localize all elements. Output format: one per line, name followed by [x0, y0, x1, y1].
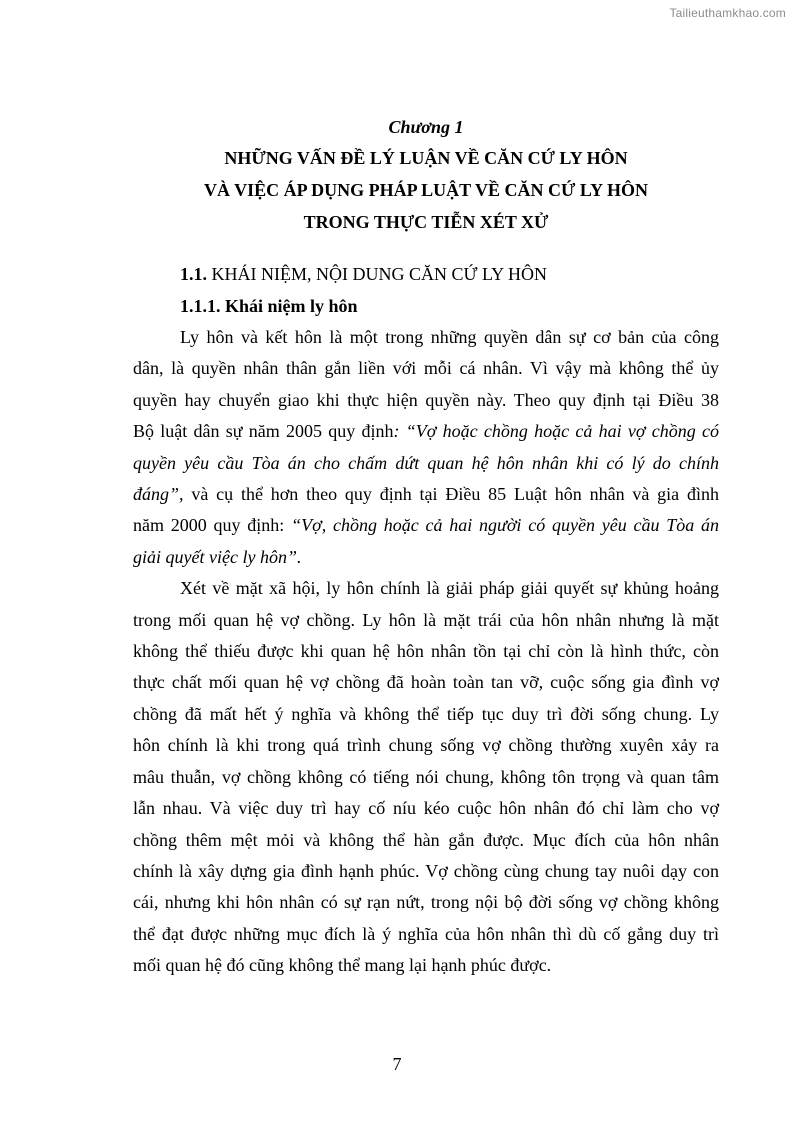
- paragraph-line: chồng thêm mệt mỏi và không thể hàn gắn được. Mục đích của hôn nhân: [133, 829, 719, 850]
- chapter-title-line: NHỮNG VẤN ĐỀ LÝ LUẬN VỀ CĂN CỨ LY HÔN: [224, 148, 628, 168]
- section-number: 1.1.: [180, 264, 207, 284]
- quote-run: đáng”,: [133, 484, 184, 505]
- paragraph-line: [133, 542, 719, 573]
- paragraph-line: [133, 448, 719, 479]
- chapter-title: [133, 142, 719, 238]
- text-run: và cụ thể hơn theo quy định tại Điều 85 Luật hôn nhân và gia đình: [183, 484, 719, 505]
- text-run: Bộ luật dân sự năm 2005 quy định: [133, 421, 394, 442]
- paragraph-line: trong mối quan hệ vợ chồng. Ly hôn là mặt trái của hôn nhân nhưng là mặt: [133, 609, 719, 630]
- paragraph-line: lẫn nhau. Và việc duy trì hay cố níu kéo cuộc hôn nhân đó chỉ làm cho vợ: [133, 798, 719, 819]
- quote-run: “Vợ, chồng hoặc cả hai người có quyền yêu cầu Tòa án: [291, 515, 719, 536]
- paragraph-line: [133, 479, 719, 510]
- paragraph-line: [133, 510, 719, 541]
- paragraph-line: cái, nhưng khi hôn nhân có sự rạn nứt, trong nội bộ đời sống vợ chồng không: [133, 892, 719, 913]
- section-title: KHÁI NIỆM, NỘI DUNG CĂN CỨ LY HÔN: [207, 264, 547, 284]
- paragraph-line: mối quan hệ đó cũng không thể mang lại hạnh phúc được.: [133, 955, 552, 976]
- quote-run: : “Vợ hoặc chồng hoặc cả hai vợ chồng có: [393, 421, 719, 442]
- quote-run: quyền yêu cầu Tòa án cho chấm dứt quan hệ hôn nhân khi có lý do chính: [133, 452, 719, 473]
- paragraph-line: hôn chính là khi trong quá trình chung sống vợ chồng thường xuyên xảy ra: [133, 735, 719, 756]
- paragraph-line: chồng đã mất hết ý nghĩa và không thể tiếp tục duy trì đời sống chung. Ly: [133, 703, 719, 724]
- paragraph-line: không thể thiếu được khi quan hệ hôn nhân tồn tại chỉ còn là hình thức, còn: [133, 641, 719, 662]
- chapter-label: Chương 1: [388, 117, 464, 137]
- paragraph-1: [133, 322, 719, 573]
- subsection-heading: 1.1.1. Khái niệm ly hôn: [180, 296, 358, 316]
- quote-run: giải quyết việc ly hôn”.: [133, 546, 302, 567]
- paragraph-line: quyền hay chuyển giao khi thực hiện quyền này. Theo quy định tại Điều 38: [133, 389, 719, 410]
- watermark: Tailieuthamkhao.com: [669, 6, 786, 20]
- paragraph-line: thể đạt được những mục đích là ý nghĩa của hôn nhân thì dù cố gắng duy trì: [133, 923, 719, 944]
- page-number: 7: [392, 1054, 402, 1074]
- paragraph-line: mâu thuẫn, vợ chồng không có tiếng nói chung, không tôn trọng và quan tâm: [133, 766, 719, 787]
- paragraph-line: [133, 416, 719, 447]
- document-page: [133, 112, 719, 982]
- paragraph-line: Ly hôn và kết hôn là một trong những quyền dân sự cơ bản của công: [180, 327, 719, 347]
- section-heading: [133, 258, 719, 290]
- paragraph-line: dân, là quyền nhân thân gắn liền với mỗi cá nhân. Vì vậy mà không thể ủy: [133, 358, 719, 379]
- paragraph-line: thực chất mối quan hệ vợ chồng đã hoàn toàn tan vỡ, cuộc sống gia đình vợ: [133, 672, 719, 693]
- paragraph-2: [133, 573, 719, 981]
- paragraph-line: Xét về mặt xã hội, ly hôn chính là giải pháp giải quyết sự khủng hoảng: [180, 578, 719, 599]
- chapter-title-line: VÀ VIỆC ÁP DỤNG PHÁP LUẬT VỀ CĂN CỨ LY HÔN: [203, 180, 649, 200]
- text-run: năm 2000 quy định:: [133, 515, 292, 536]
- chapter-title-line: TRONG THỰC TIỄN XÉT XỬ: [303, 212, 549, 232]
- paragraph-line: chính là xây dựng gia đình hạnh phúc. Vợ chồng cùng chung tay nuôi dạy con: [133, 860, 719, 881]
